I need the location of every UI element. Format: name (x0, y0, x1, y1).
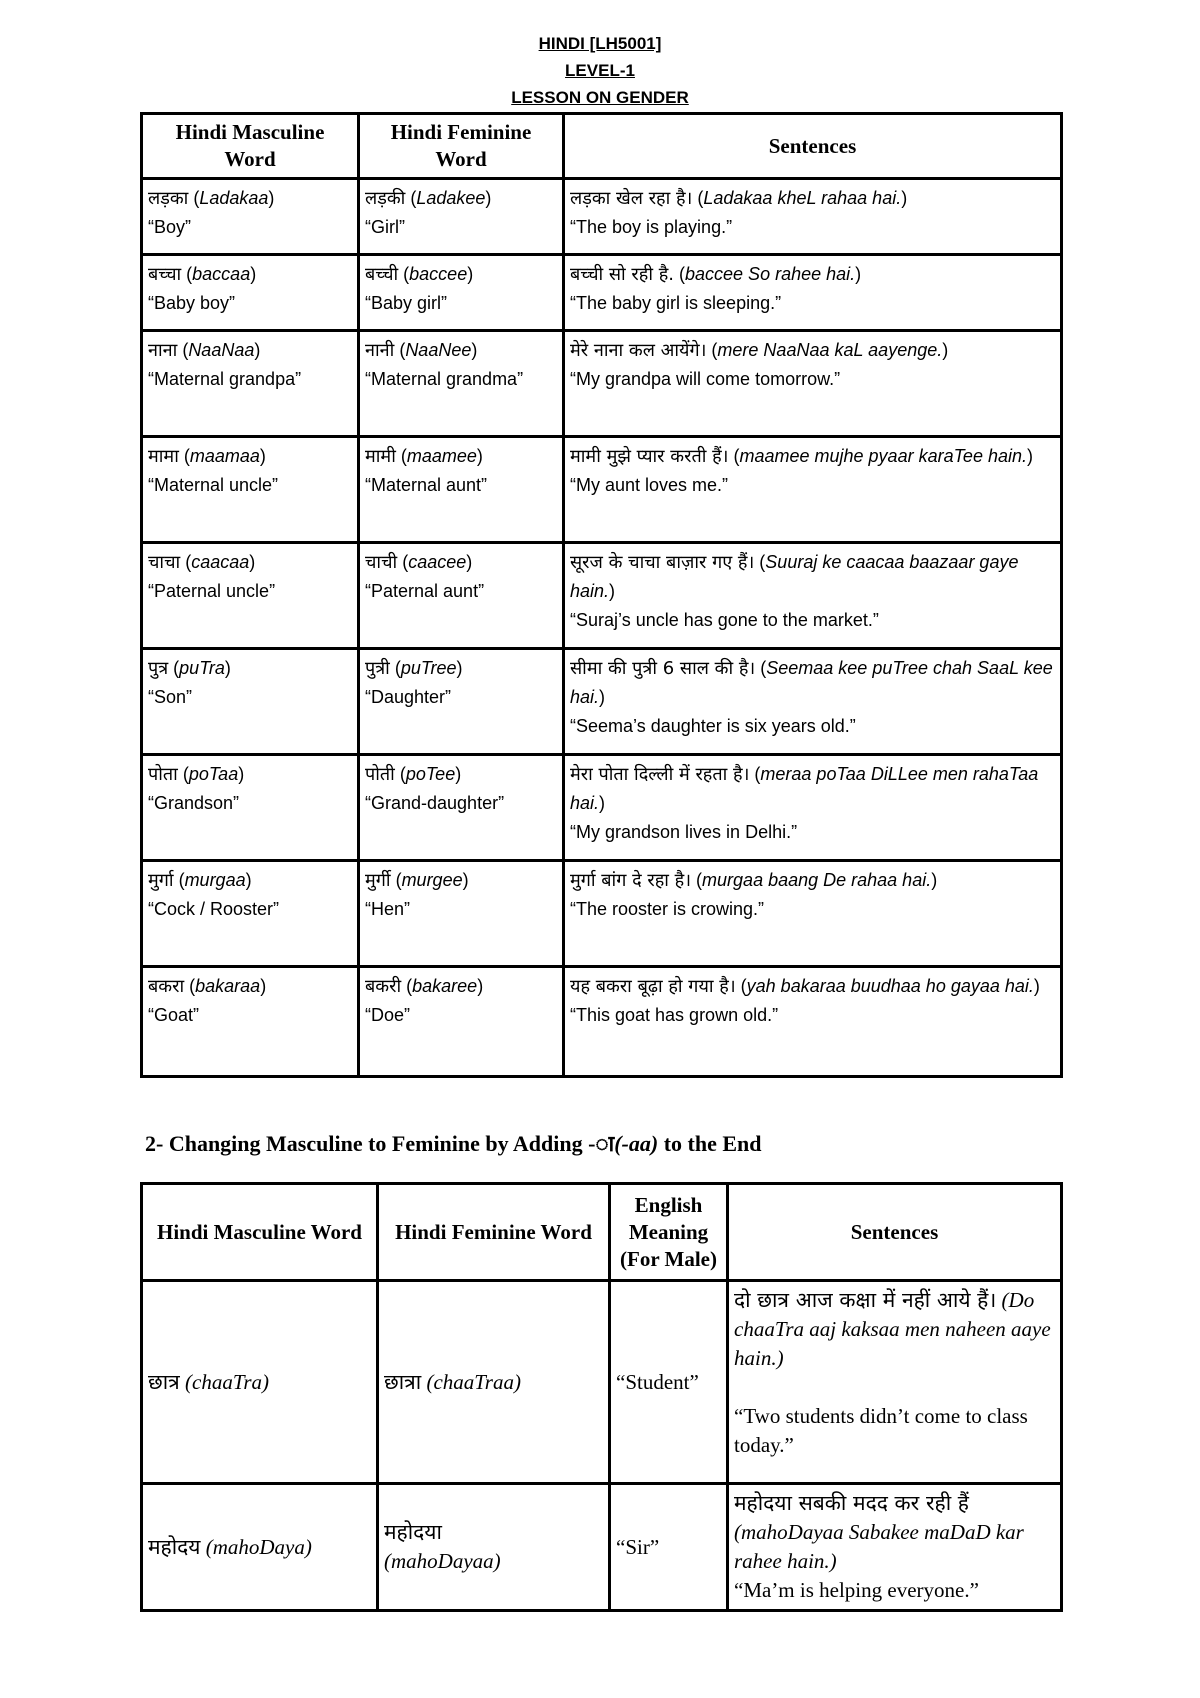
hindi-word: चाची (365, 552, 398, 573)
english-meaning: “Hen” (365, 899, 411, 919)
sentence-cell: बच्ची सो रही है. (baccee So rahee hai.) “The baby girl is sleeping.” (564, 255, 1062, 331)
hindi-sentence: दो छात्र आज कक्षा में नहीं आये हैं। (734, 1288, 997, 1312)
transliteration: murgaa (184, 870, 246, 890)
masculine-cell: लड़का (Ladakaa) “Boy” (142, 179, 359, 255)
lesson-title: LESSON ON GENDER (511, 88, 689, 107)
hindi-sentence: मुर्गा बांग दे रहा है। (570, 870, 692, 891)
masculine-cell: चाचा (caacaa) “Paternal uncle” (142, 543, 359, 649)
feminine-cell: बकरी (bakaree) “Doe” (359, 967, 564, 1077)
transliteration: bakaree (412, 976, 478, 996)
english-sentence: “The rooster is crowing.” (570, 899, 765, 919)
table-row (142, 861, 1062, 967)
hindi-word: पुत्र (148, 658, 169, 679)
transliteration: (chaaTra) (185, 1369, 270, 1394)
table-row (142, 255, 1062, 331)
english-sentence: “My grandson lives in Delhi.” (570, 822, 798, 842)
english-meaning: “Grandson” (148, 793, 240, 813)
transliteration: baccee (409, 264, 468, 284)
header-feminine: Hindi Feminine Word (359, 114, 564, 179)
transliteration: yah bakaraa buudhaa ho gayaa hai. (746, 976, 1034, 996)
hindi-word: चाचा (148, 552, 181, 573)
english-sentence: “The baby girl is sleeping.” (570, 293, 782, 313)
transliteration: Ladakaa (199, 188, 269, 208)
english-meaning: “Daughter” (365, 687, 452, 707)
feminine-cell: पुत्री (puTree) “Daughter” (359, 649, 564, 755)
transliteration: maamee (406, 446, 477, 466)
english-meaning: “Baby girl” (365, 293, 448, 313)
transliteration: (chaaTraa) (426, 1369, 521, 1394)
level-title: LEVEL-1 (565, 61, 635, 80)
table-row (142, 1281, 1062, 1484)
table-row (142, 755, 1062, 861)
feminine-cell: मुर्गी (murgee) “Hen” (359, 861, 564, 967)
english-meaning: “Goat” (148, 1005, 200, 1025)
masculine-cell: नाना (NaaNaa) “Maternal grandpa” (142, 331, 359, 437)
matra-glyph: ा (595, 1132, 615, 1157)
english-sentence: “My grandpa will come tomorrow.” (570, 369, 841, 389)
hindi-sentence: लड़का खेल रहा है। (570, 188, 693, 209)
english-sentence: “Seema’s daughter is six years old.” (570, 716, 856, 736)
sentence-cell: मुर्गा बांग दे रहा है। (murgaa baang De rahaa hai.) “The rooster is crowing.” (564, 861, 1062, 967)
hindi-word: महोदया (384, 1520, 442, 1544)
english-meaning: “Sir” (616, 1534, 660, 1559)
table-header-row (142, 1184, 1062, 1281)
english-meaning-cell (610, 1281, 728, 1484)
masculine-cell (142, 1281, 378, 1484)
header-feminine: Hindi Feminine Word (378, 1184, 610, 1281)
english-meaning: “Paternal aunt” (365, 581, 485, 601)
table-row (142, 967, 1062, 1077)
english-meaning: “Cock / Rooster” (148, 899, 280, 919)
gender-table-1 (140, 112, 1063, 1078)
transliteration: poTaa (188, 764, 239, 784)
feminine-cell: नानी (NaaNee) “Maternal grandma” (359, 331, 564, 437)
masculine-cell: पोता (poTaa) “Grandson” (142, 755, 359, 861)
transliteration: Ladakee (416, 188, 486, 208)
hindi-word: लड़का (148, 188, 189, 209)
hindi-word: पोता (148, 764, 178, 785)
hindi-sentence: बच्ची सो रही है. (570, 264, 675, 285)
hindi-word: मुर्गा (148, 870, 174, 891)
english-meaning: “Student” (616, 1369, 699, 1394)
english-sentence: “This goat has grown old.” (570, 1005, 779, 1025)
table-row (142, 649, 1062, 755)
english-sentence: “Ma’m is helping everyone.” (734, 1578, 979, 1602)
hindi-word: मामा (148, 446, 179, 467)
header-english-meaning: English Meaning (For Male) (610, 1184, 728, 1281)
english-sentence: “My aunt loves me.” (570, 475, 729, 495)
transliteration: baccaa (192, 264, 251, 284)
hindi-sentence: मामी मुझे प्यार करती हैं। (570, 446, 729, 467)
transliteration: murgaa baang De rahaa hai. (702, 870, 932, 890)
hindi-word: छात्रा (384, 1369, 422, 1394)
hindi-sentence: सीमा की पुत्री 6 साल की है। (570, 658, 756, 679)
header-sentences: Sentences (728, 1184, 1062, 1281)
english-meaning-cell (610, 1484, 728, 1611)
masculine-cell: बच्चा (baccaa) “Baby boy” (142, 255, 359, 331)
table-row (142, 1484, 1062, 1611)
english-meaning: “Doe” (365, 1005, 411, 1025)
hindi-word: मुर्गी (365, 870, 391, 891)
table-row (142, 179, 1062, 255)
hindi-word: बकरा (148, 976, 185, 997)
transliteration: (mahoDaya) (205, 1534, 312, 1559)
feminine-cell: पोती (poTee) “Grand-daughter” (359, 755, 564, 861)
masculine-cell: पुत्र (puTra) “Son” (142, 649, 359, 755)
sentence-cell (728, 1281, 1062, 1484)
table-row (142, 543, 1062, 649)
transliteration: maamee mujhe pyaar karaTee hain. (739, 446, 1027, 466)
transliteration: mere NaaNaa kaL aayenge. (717, 340, 943, 360)
sentence-cell: सूरज के चाचा बाज़ार गए हैं। (Suuraj ke caacaa baazaar gaye hain.) “Suraj’s uncle has gone to the market.” (564, 543, 1062, 649)
transliteration: NaaNee (405, 340, 472, 360)
feminine-cell: बच्ची (baccee) “Baby girl” (359, 255, 564, 331)
gender-table-2 (140, 1182, 1063, 1612)
feminine-cell (378, 1281, 610, 1484)
transliteration: maamaa (189, 446, 260, 466)
transliteration: baccee So rahee hai. (685, 264, 856, 284)
transliteration: (mahoDayaa Sabakee maDaD kar rahee hain.) (734, 1520, 1024, 1573)
sentence-cell: लड़का खेल रहा है। (Ladakaa kheL rahaa hai.) “The boy is playing.” (564, 179, 1062, 255)
transliteration: poTee (405, 764, 456, 784)
header-sentences: Sentences (564, 114, 1062, 179)
feminine-cell (378, 1484, 610, 1611)
hindi-word: बच्चा (148, 264, 182, 285)
transliteration: puTree (400, 658, 457, 678)
course-title: HINDI [LH5001] (538, 34, 662, 53)
header-masculine: Hindi Masculine Word (142, 114, 359, 179)
transliteration: murgee (401, 870, 463, 890)
english-sentence: “Two students didn’t come to class today.” (734, 1404, 1028, 1457)
table-header-row (142, 114, 1062, 179)
sentence-cell: मेरा पोता दिल्ली में रहता है। (meraa poTaa DiLLee men rahaTaa hai.) “My grandson lives in Delhi.” (564, 755, 1062, 861)
english-meaning: “Son” (148, 687, 193, 707)
document-header (0, 30, 1200, 111)
section-2-title: 2- Changing Masculine to Feminine by Adding -ा(-aa) to the End (145, 1131, 762, 1157)
english-meaning: “Baby boy” (148, 293, 236, 313)
english-sentence: “Suraj’s uncle has gone to the market.” (570, 610, 879, 630)
transliteration: Seemaa kee puTree chah SaaL kee hai. (570, 658, 1053, 707)
transliteration: NaaNaa (188, 340, 255, 360)
english-meaning: “Maternal grandpa” (148, 369, 302, 389)
hindi-word: बच्ची (365, 264, 399, 285)
sentence-cell: यह बकरा बूढ़ा हो गया है। (yah bakaraa buudhaa ho gayaa hai.) “This goat has grown old.” (564, 967, 1062, 1077)
hindi-word: लड़की (365, 188, 406, 209)
hindi-word: पुत्री (365, 658, 390, 679)
english-meaning: “Girl” (365, 217, 405, 237)
feminine-cell: लड़की (Ladakee) “Girl” (359, 179, 564, 255)
hindi-sentence: यह बकरा बूढ़ा हो गया है। (570, 976, 736, 997)
masculine-cell: मुर्गा (murgaa) “Cock / Rooster” (142, 861, 359, 967)
hindi-word: छात्र (148, 1369, 180, 1394)
hindi-word: महोदय (148, 1534, 201, 1559)
sentence-cell: मेरे नाना कल आयेंगे। (mere NaaNaa kaL aayenge.) “My grandpa will come tomorrow.” (564, 331, 1062, 437)
transliteration: Ladakaa kheL rahaa hai. (703, 188, 902, 208)
transliteration: puTra (179, 658, 225, 678)
hindi-word: नानी (365, 340, 395, 361)
transliteration: (Do chaaTra aaj kaksaa men naheen aaye hain.) (734, 1288, 1051, 1370)
english-sentence: “The boy is playing.” (570, 217, 733, 237)
hindi-sentence: सूरज के चाचा बाज़ार गए हैं। (570, 552, 755, 573)
masculine-cell (142, 1484, 378, 1611)
english-meaning: “Paternal uncle” (148, 581, 276, 601)
hindi-word: पोती (365, 764, 395, 785)
english-meaning: “Maternal uncle” (148, 475, 279, 495)
feminine-cell: मामी (maamee) “Maternal aunt” (359, 437, 564, 543)
hindi-word: मामी (365, 446, 396, 467)
sentence-cell: मामी मुझे प्यार करती हैं। (maamee mujhe pyaar karaTee hain.) “My aunt loves me.” (564, 437, 1062, 543)
header-masculine: Hindi Masculine Word (142, 1184, 378, 1281)
transliteration: meraa poTaa DiLLee men rahaTaa hai. (570, 764, 1039, 813)
hindi-word: नाना (148, 340, 178, 361)
sentence-cell (728, 1484, 1062, 1611)
table-row (142, 437, 1062, 543)
transliteration: caacee (408, 552, 467, 572)
hindi-sentence: मेरे नाना कल आयेंगे। (570, 340, 707, 361)
sentence-cell: सीमा की पुत्री 6 साल की है। (Seemaa kee puTree chah SaaL kee hai.) “Seema’s daughter is six years old.” (564, 649, 1062, 755)
masculine-cell: मामा (maamaa) “Maternal uncle” (142, 437, 359, 543)
hindi-sentence: मेरा पोता दिल्ली में रहता है। (570, 764, 750, 785)
table-row (142, 331, 1062, 437)
english-meaning: “Maternal aunt” (365, 475, 488, 495)
transliteration: bakaraa (195, 976, 261, 996)
masculine-cell: बकरा (bakaraa) “Goat” (142, 967, 359, 1077)
transliteration: (mahoDayaa) (384, 1549, 501, 1573)
transliteration: caacaa (191, 552, 250, 572)
transliteration: Suuraj ke caacaa baazaar gaye hain. (570, 552, 1019, 601)
hindi-word: बकरी (365, 976, 402, 997)
hindi-sentence: महोदया सबकी मदद कर रही हैं (734, 1491, 969, 1515)
english-meaning: “Grand-daughter” (365, 793, 505, 813)
english-meaning: “Boy” (148, 217, 192, 237)
english-meaning: “Maternal grandma” (365, 369, 524, 389)
feminine-cell: चाची (caacee) “Paternal aunt” (359, 543, 564, 649)
